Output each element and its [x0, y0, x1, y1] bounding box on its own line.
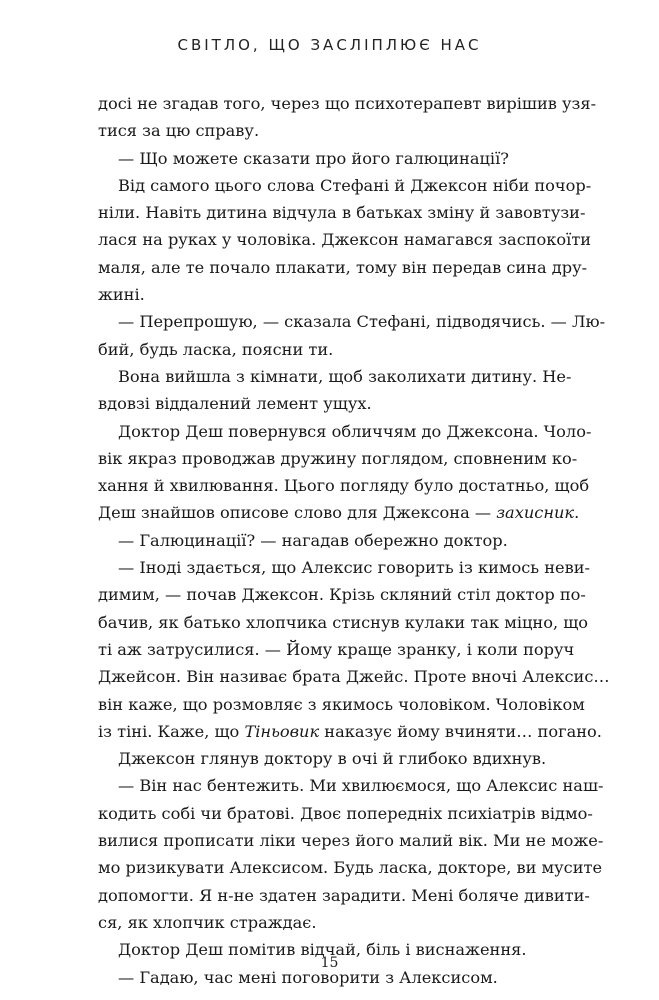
text-line-content: досі не згадав того, через що психотерапевт вирішив узя- [98, 94, 597, 113]
text-line [98, 117, 562, 144]
text-line-content: він каже, що розмовляє з якимось чоловіком. Чоловіком [98, 694, 585, 714]
text-line-content: бий, будь ласка, поясни ти. [98, 339, 334, 359]
text-line [98, 499, 580, 526]
text-line [98, 827, 604, 854]
text-line-content: Деш знайшов описове слово для Джексона — [98, 503, 497, 523]
text-line [98, 226, 592, 253]
text-line-content: Від самого цього слова Стефані й Джексон ніби почор- [118, 175, 592, 195]
text-line-content: — Галюцинації? — нагадав обережно доктор. [118, 530, 508, 550]
text-line-content: — Він нас бентежить. Ми хвилюємося, що Алексис наш- [118, 776, 604, 796]
text-line-content: вилися прописати ліки через його малий вік. Ми не може- [98, 831, 604, 851]
text-line [98, 363, 572, 390]
text-line-content: Доктор Деш повернувся обличчям до Джексона. Чоло- [118, 421, 592, 441]
text-line [98, 172, 592, 199]
text-line [98, 472, 590, 499]
text-line [98, 254, 588, 281]
text-line [98, 308, 606, 335]
text-line [98, 527, 562, 554]
text-line-content: лася на руках у чоловіка. Джексон намагався заспокоїти [98, 230, 592, 250]
text-line-content: бачив, як батько хлопчика стиснув кулаки так міцно, що [98, 612, 589, 632]
text-line-content: тися за цю справу. [98, 121, 260, 141]
text-line-content: Доктор Деш помітив відчай, біль і виснаження. [118, 940, 527, 960]
text-line-content: допомогти. Я н-не здатен зарадити. Мені боляче дивити- [98, 885, 590, 905]
text-line-content: — Гадаю, час мені поговорити з Алексисом. [118, 967, 498, 987]
text-line-ending: наказує йому вчиняти… погано. [319, 721, 602, 741]
text-line-content: кодить собі чи братові. Двоє попередніх психіатрів відмо- [98, 803, 593, 823]
text-line [98, 854, 603, 881]
body-text [98, 90, 610, 991]
text-line [98, 199, 586, 226]
italic-word: Тіньовик [244, 721, 320, 741]
italic-word: захисник [496, 503, 575, 523]
text-line [98, 445, 578, 472]
text-line-content: Джейсон. Він називає брата Джейс. Проте вночі Алексис… [98, 667, 610, 687]
text-line [98, 663, 610, 690]
text-line [98, 772, 604, 799]
text-line [98, 745, 562, 772]
text-line-content: — Перепрошую, — сказала Стефані, підводячись. — Лю- [118, 312, 606, 332]
text-line [98, 718, 602, 745]
text-line-content: із тіні. Каже, що [98, 721, 245, 741]
text-line-content: ті аж затрусилися. — Йому краще зранку, і коли поруч [98, 639, 575, 659]
text-line-content: жині. [98, 285, 145, 305]
text-line [98, 581, 586, 608]
running-head: СВІТЛО, ЩО ЗАСЛІПЛЮЄ НАС [177, 36, 482, 54]
text-line [98, 691, 585, 718]
text-line-content: ніли. Навіть дитина відчула в батьках зміну й завовтузи- [98, 203, 586, 223]
text-line-content: Джексон глянув доктору в очі й глибоко вдихнув. [118, 749, 547, 769]
text-line-content: — Що можете сказати про його галюцинації? [118, 148, 509, 168]
text-line-content: хання й хвилювання. Цього погляду було достатньо, щоб [98, 476, 590, 496]
text-line [98, 418, 592, 445]
text-line [98, 636, 575, 663]
text-line [98, 882, 590, 909]
text-line [98, 336, 562, 363]
text-line-content: Вона вийшла з кімнати, щоб заколихати дитину. Не- [118, 366, 572, 386]
page-number: 15 [320, 955, 339, 971]
text-line-content: димим, — почав Джексон. Крізь скляний стіл доктор по- [98, 585, 586, 605]
text-line [98, 281, 562, 308]
text-line [98, 800, 593, 827]
text-line [98, 554, 590, 581]
text-line [98, 609, 589, 636]
text-line [98, 909, 562, 936]
text-line-content: вдовзі віддалений лемент ущух. [98, 394, 372, 414]
text-line-ending: . [574, 503, 580, 523]
text-line [98, 90, 597, 117]
text-line-content: вік якраз проводжав дружину поглядом, сповненим ко- [98, 448, 578, 468]
text-line [98, 145, 562, 172]
text-line-content: мо ризикувати Алексисом. Будь ласка, докторе, ви мусите [98, 858, 603, 878]
text-line-content: ся, як хлопчик страждає. [98, 912, 317, 932]
text-line-content: маля, але те почало плакати, тому він передав сина дру- [98, 257, 588, 277]
text-line [98, 390, 562, 417]
text-line-content: — Іноді здається, що Алексис говорить із кимось неви- [118, 558, 590, 578]
